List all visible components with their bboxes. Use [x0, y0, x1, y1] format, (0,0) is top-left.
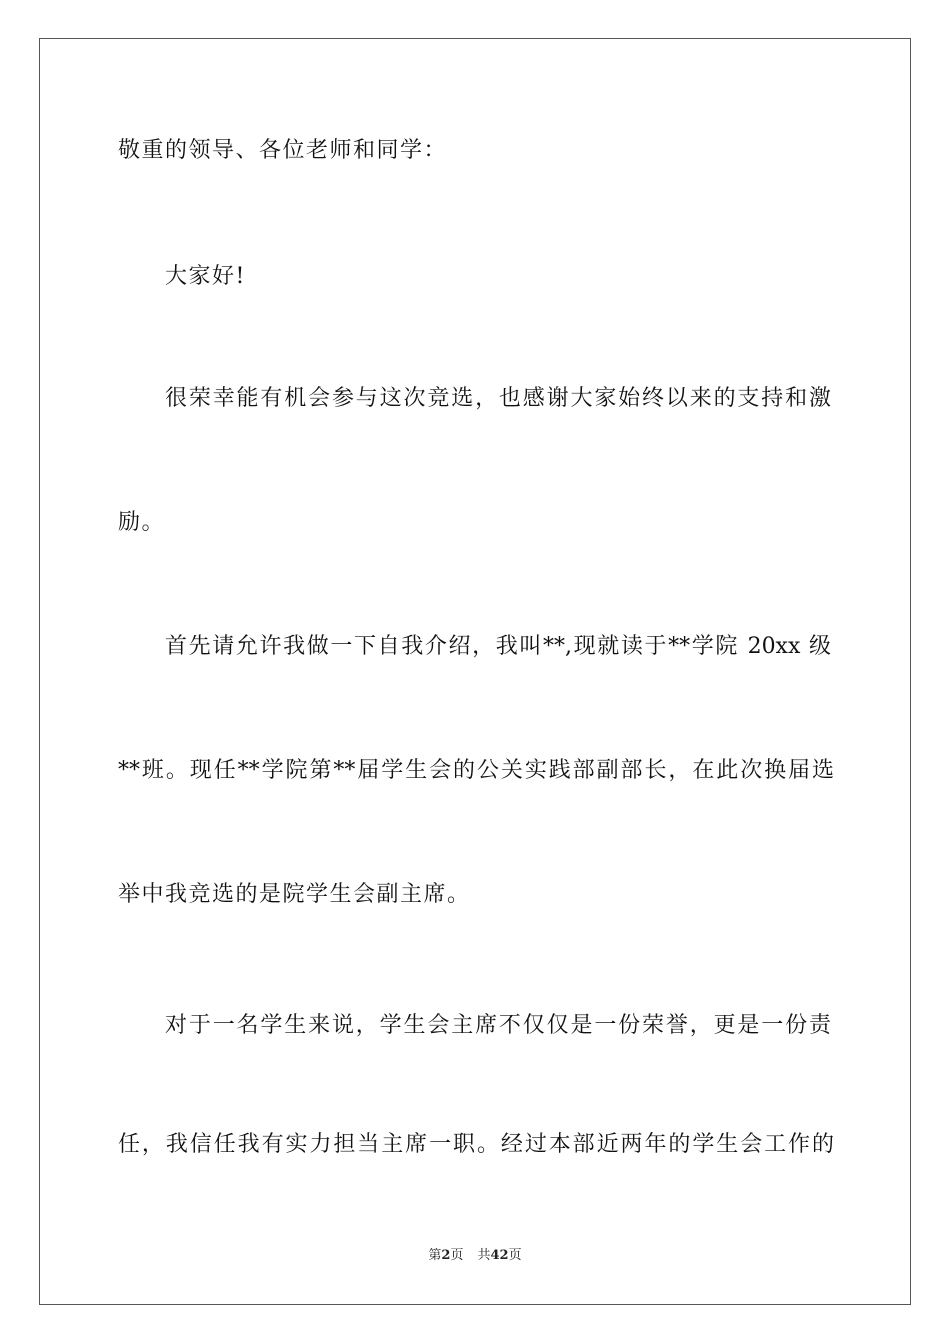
total-prefix: 共: [477, 1248, 491, 1263]
paragraph-2-line-1: 首先请允许我做一下自我介绍，我叫**,现就读于**学院 20xx 级: [165, 634, 831, 659]
paragraph-3-line-2: 任，我信任我有实力担当主席一职。经过本部近两年的学生会工作的: [118, 1132, 834, 1157]
page-prefix: 第: [428, 1248, 442, 1263]
salutation-line: 敬重的领导、各位老师和同学：: [118, 138, 448, 163]
page-border: [39, 38, 911, 1305]
page-suffix: 页: [450, 1248, 464, 1263]
greeting-line: 大家好!: [165, 264, 246, 289]
total-suffix: 页: [508, 1248, 522, 1263]
paragraph-3-line-1: 对于一名学生来说，学生会主席不仅仅是一份荣誉，更是一份责: [165, 1013, 831, 1038]
paragraph-1-line-1: 很荣幸能有机会参与这次竞选，也感谢大家始终以来的支持和激: [165, 386, 831, 411]
paragraph-2-line-3: 举中我竞选的是院学生会副主席。: [118, 882, 471, 907]
paragraph-2-line-2: **班。现任**学院第**届学生会的公关实践部副部长，在此次换届选: [118, 758, 834, 783]
page-footer: [0, 1247, 950, 1265]
total-pages: 42: [490, 1248, 509, 1263]
page-number: 2: [441, 1248, 451, 1263]
paragraph-1-line-2: 励。: [118, 510, 166, 535]
